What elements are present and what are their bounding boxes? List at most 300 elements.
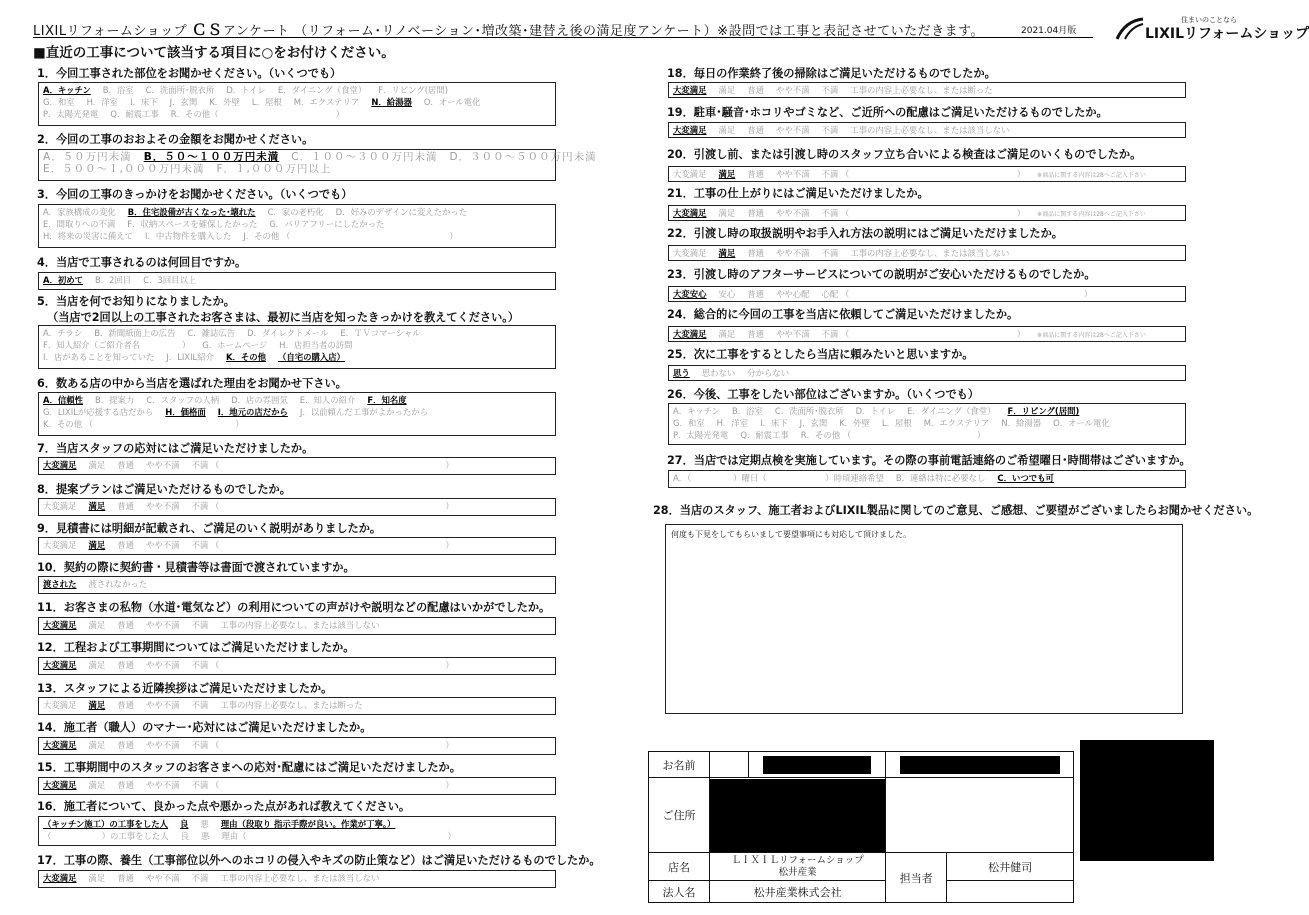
answer-option[interactable]: G．LIXILが応援する店だから bbox=[43, 407, 154, 417]
answer-option[interactable]: 不満 （ ） bbox=[821, 169, 1026, 179]
answer-options-box bbox=[38, 325, 556, 369]
q-left-16-label bbox=[37, 852, 601, 868]
answer-option[interactable]: J．LIXIL紹介 bbox=[166, 352, 214, 362]
question-text: 9．見積書には明細が記載され、ご満足のいく説明がありましたか。 bbox=[37, 522, 382, 535]
address-label: ご住所 bbox=[649, 778, 710, 853]
option-row bbox=[43, 206, 539, 218]
answer-option[interactable]: 工事の内容上必要なし、または該当しない bbox=[850, 248, 1010, 258]
question-text: 26．今後、工事をしたい部位はございますか。（いくつでも） bbox=[667, 388, 980, 401]
answer-options-box bbox=[668, 205, 1186, 221]
answer-option[interactable]: F．収納スペースを確保したかった bbox=[127, 219, 258, 229]
answer-option[interactable]: Q．耐震工事 bbox=[110, 109, 159, 119]
answer-option[interactable]: やや不満 bbox=[776, 169, 810, 179]
answer-option[interactable]: A．チラシ bbox=[43, 328, 83, 338]
instructions-heading: ■直近の工事について該当する項目に○をお付けください。 bbox=[33, 45, 395, 61]
q-left-15-label bbox=[37, 798, 410, 814]
selected-option[interactable]: 大変満足 bbox=[43, 460, 77, 470]
option-row bbox=[43, 418, 539, 430]
answer-option[interactable]: Q．耐震工事 bbox=[740, 430, 789, 440]
answer-option[interactable]: やや不満 bbox=[776, 125, 810, 135]
option-row bbox=[43, 739, 539, 751]
title-prefix: LIXILリフォームショップ bbox=[33, 24, 192, 39]
answer-option[interactable]: B．新聞紙面上の広告 bbox=[94, 328, 176, 338]
answer-option[interactable]: ※商品に関する内容は28へご記入下さい bbox=[1037, 211, 1146, 218]
answer-option[interactable]: C．3回目以上 bbox=[143, 275, 197, 285]
q-left-6-label bbox=[37, 440, 313, 456]
option-row bbox=[43, 872, 539, 884]
question-text: 8．提案プランはご満足いただけるものでしたか。 bbox=[37, 483, 291, 496]
answer-option[interactable]: やや不満 bbox=[776, 248, 810, 258]
answer-option[interactable]: A．５０万円未満 bbox=[43, 151, 132, 163]
answer-option[interactable]: 大変満足 bbox=[673, 248, 707, 258]
answer-option[interactable]: 普通 bbox=[747, 208, 764, 218]
question-text: 16．施工者について、良かった点や悪かった点があれば教えてください。 bbox=[37, 800, 411, 813]
answer-option[interactable]: やや不満 bbox=[776, 208, 810, 218]
question-text: 20．引渡し前、または引渡し時のスタッフ立ち合いによる検査はご満足のいくものでしたか。 bbox=[667, 148, 1142, 161]
answer-option[interactable]: 渡されなかった bbox=[88, 579, 148, 589]
answer-option[interactable]: F．知人紹介（ご紹介者名 ） bbox=[43, 340, 191, 350]
answer-option[interactable]: D．３００～５００万円未満 bbox=[449, 151, 597, 163]
q-left-1-label bbox=[37, 131, 313, 147]
option-row bbox=[43, 406, 539, 418]
comment-text: 何度も下見をしてもらいまして要望事項にも対応して頂けました。 bbox=[671, 530, 911, 539]
answer-option[interactable]: 満足 bbox=[718, 329, 736, 339]
answer-option[interactable]: 普通 bbox=[747, 289, 764, 299]
redacted-name-2 bbox=[900, 756, 1060, 774]
answer-option[interactable]: C．洗面所･脱衣所 bbox=[774, 406, 844, 416]
question-text: 10．契約の際に契約書・見積書等は書面で渡されていますか。 bbox=[37, 561, 355, 574]
question-text: 23．引渡し時のアフターサービスについての説明がご安心いただけるものでしたか。 bbox=[667, 268, 1096, 281]
answer-option[interactable]: やや不満 bbox=[146, 501, 180, 511]
option-row bbox=[673, 429, 1169, 441]
answer-option[interactable]: B．連絡は特に必要なし bbox=[895, 473, 986, 483]
redacted-address bbox=[710, 779, 885, 852]
store-name-line1: ＬＩＸＩＬリフォームショップ bbox=[731, 854, 864, 866]
answer-option[interactable]: 大変満足 bbox=[673, 169, 707, 179]
option-row bbox=[673, 367, 1169, 379]
answer-option[interactable]: 普通 bbox=[117, 501, 134, 511]
answer-options-box bbox=[38, 272, 556, 290]
option-row bbox=[43, 163, 539, 175]
answer-option[interactable]: A．（ ）曜日（ ）時頃連絡希望 bbox=[673, 473, 884, 483]
selected-option[interactable]: （キッチン施工）の工事をした人 bbox=[43, 819, 169, 829]
answer-option[interactable]: ※商品に関する内容は28へご記入下さい bbox=[1037, 332, 1146, 339]
answer-option[interactable]: E．５００～１,０００万円未満 bbox=[43, 163, 205, 175]
answer-option[interactable]: 不満 bbox=[821, 85, 839, 95]
answer-option[interactable]: 工事の内容上必要なし、または断った bbox=[220, 700, 363, 710]
answer-option[interactable]: C．洗面所･脱衣所 bbox=[145, 85, 215, 95]
answer-option[interactable]: N．給湯器 bbox=[1001, 418, 1042, 428]
answer-option[interactable]: 工事の内容上必要なし、または断った bbox=[850, 85, 993, 95]
q-right-5-label bbox=[667, 266, 1096, 282]
question-text: 12．工程および工事期間についてはご満足いただけましたか。 bbox=[37, 641, 355, 654]
answer-option[interactable]: 普通 bbox=[117, 780, 134, 790]
answer-option[interactable]: K．その他 （ ） bbox=[43, 419, 244, 429]
answer-option[interactable]: M．エクステリア bbox=[923, 418, 990, 428]
answer-option[interactable]: 普通 bbox=[117, 740, 134, 750]
answer-option[interactable]: M．エクステリア bbox=[293, 97, 360, 107]
answer-options-box bbox=[668, 122, 1186, 138]
selected-option[interactable]: 満足 bbox=[718, 169, 736, 179]
selected-option[interactable]: H．価格面 bbox=[165, 407, 206, 417]
selected-option[interactable]: A．初めて bbox=[43, 275, 83, 285]
option-row bbox=[43, 96, 539, 108]
answer-option[interactable]: 普通 bbox=[117, 700, 134, 710]
answer-option[interactable]: やや不満 bbox=[776, 85, 810, 95]
answer-option[interactable]: C．１００～３００万円未満 bbox=[291, 151, 438, 163]
selected-option[interactable]: 理由（段取り 指示手際が良い。作業が丁寧。） bbox=[220, 819, 396, 829]
q-right-1-label bbox=[667, 104, 1108, 120]
selected-option[interactable]: A．信頼性 bbox=[43, 395, 83, 405]
answer-option[interactable]: L．屋根 bbox=[881, 418, 912, 428]
answer-options-box bbox=[668, 286, 1186, 302]
answer-option[interactable]: 満足 bbox=[88, 460, 106, 470]
answer-option[interactable]: 良 bbox=[180, 831, 189, 841]
answer-option[interactable]: 満足 bbox=[88, 780, 106, 790]
answer-option[interactable]: O．オール電化 bbox=[423, 97, 481, 107]
answer-option[interactable]: 普通 bbox=[117, 873, 134, 883]
selected-option[interactable]: 大変満足 bbox=[43, 873, 77, 883]
answer-option[interactable]: 悪 bbox=[201, 831, 210, 841]
question-text: 15．工事期間中のスタッフのお客さまへの応対･配慮にはご満足いただけましたか。 bbox=[37, 761, 461, 774]
answer-option[interactable]: B．2回目 bbox=[94, 275, 132, 285]
answer-option[interactable]: G．ホームページ bbox=[202, 340, 268, 350]
answer-option[interactable]: 満足 bbox=[88, 620, 106, 630]
answer-option[interactable]: 普通 bbox=[117, 620, 134, 630]
selected-option[interactable]: 大変満足 bbox=[673, 125, 707, 135]
answer-option[interactable]: E．間取りへの不満 bbox=[43, 219, 116, 229]
selected-option[interactable]: 良 bbox=[180, 819, 189, 829]
title-rest: アンケート （リフォーム･リノベーション･増改築･建替え後の満足度アンケート）※設問では工事と表記させていただきます。 bbox=[222, 24, 985, 39]
option-row bbox=[673, 168, 1169, 180]
selected-option[interactable]: A．キッチン bbox=[43, 85, 91, 95]
option-row bbox=[43, 108, 539, 120]
option-row bbox=[43, 578, 539, 590]
answer-option[interactable]: C．雑誌広告 bbox=[187, 328, 236, 338]
answer-option[interactable]: G．和室 bbox=[43, 97, 75, 107]
comment-box[interactable] bbox=[665, 524, 1183, 714]
redacted-name bbox=[763, 756, 871, 774]
answer-options-box bbox=[38, 697, 556, 715]
answer-option[interactable]: 普通 bbox=[117, 660, 134, 670]
q-left-14-label bbox=[37, 759, 461, 775]
selected-option[interactable]: C．いつでも可 bbox=[997, 473, 1054, 483]
version-label: 2021.04月版 bbox=[1021, 26, 1077, 36]
answer-option[interactable]: 不満 （ ） bbox=[191, 780, 454, 790]
header bbox=[33, 16, 1309, 42]
answer-option[interactable]: 普通 bbox=[747, 329, 764, 339]
option-row bbox=[43, 539, 539, 551]
answer-option[interactable]: やや不満 bbox=[146, 780, 180, 790]
answer-option[interactable]: A．家族構成の変化 bbox=[43, 207, 116, 217]
answer-option[interactable]: H．将来の災害に備えて bbox=[43, 231, 134, 241]
question-text: 2．今回の工事のおおよその金額をお聞かせください。 bbox=[37, 133, 314, 146]
answer-option[interactable]: 普通 bbox=[747, 85, 764, 95]
answer-option[interactable]: D．トイレ bbox=[226, 85, 266, 95]
answer-option[interactable]: O．オール電化 bbox=[1053, 418, 1110, 428]
answer-option[interactable]: 普通 bbox=[747, 125, 764, 135]
answer-option[interactable]: H．洋室 bbox=[716, 418, 749, 428]
selected-option[interactable]: 大変満足 bbox=[43, 740, 77, 750]
answer-option[interactable]: 満足 bbox=[88, 873, 106, 883]
logo-text: LIXILリフォームショップ bbox=[1145, 26, 1309, 42]
option-row bbox=[43, 830, 539, 842]
selected-option[interactable]: 思う bbox=[673, 368, 690, 378]
answer-option[interactable]: R．その他（ ） bbox=[170, 109, 345, 119]
answer-options-box bbox=[38, 457, 556, 475]
selected-option[interactable]: 大変満足 bbox=[673, 329, 707, 339]
answer-option[interactable]: 理由（ ） bbox=[221, 831, 456, 841]
selected-option[interactable]: 満足 bbox=[88, 540, 106, 550]
q-left-8-label bbox=[37, 520, 381, 536]
option-row bbox=[673, 124, 1169, 136]
answer-option[interactable]: 大変満足 bbox=[43, 540, 77, 550]
answer-option[interactable]: H．洋室 bbox=[86, 97, 119, 107]
answer-option[interactable]: J．その他 （ ） bbox=[243, 231, 458, 241]
answer-options-box bbox=[38, 737, 556, 755]
question-text: 11．お客さまの私物（水道･電気など）の利用についての声がけや説明などの配慮はいかがでしたか。 bbox=[37, 601, 551, 614]
answer-option[interactable]: B．提案力 bbox=[94, 395, 135, 405]
selected-option[interactable]: K．その他 bbox=[225, 352, 266, 362]
answer-option[interactable]: D．店の雰囲気 bbox=[231, 395, 288, 405]
answer-option[interactable]: 満足 bbox=[88, 740, 106, 750]
answer-option[interactable]: 満足 bbox=[718, 125, 736, 135]
answer-option[interactable]: I．中古物件を購入した bbox=[145, 231, 232, 241]
answer-option[interactable]: （ ）の工事をした人 bbox=[43, 831, 169, 841]
corp-name: 松井産業株式会社 bbox=[710, 881, 886, 903]
selected-option[interactable]: F．リビング(居間) bbox=[1007, 406, 1080, 416]
answer-option[interactable]: やや不満 bbox=[146, 700, 180, 710]
answer-option[interactable]: I．床下 bbox=[130, 97, 158, 107]
option-row bbox=[43, 394, 539, 406]
q-left-10-label bbox=[37, 599, 550, 615]
header-rule bbox=[33, 37, 1093, 38]
answer-option[interactable]: J．以前頼んだ工事がよかったから bbox=[299, 407, 428, 417]
answer-options-box bbox=[38, 149, 597, 181]
selected-option[interactable]: I．地元の店だから bbox=[217, 407, 288, 417]
redacted-block bbox=[1080, 740, 1214, 861]
question-text: 5．当店を何でお知りになりましたか。 bbox=[37, 295, 235, 308]
q-right-3-label bbox=[667, 185, 929, 201]
answer-option[interactable]: 満足 bbox=[718, 208, 736, 218]
answer-options-box bbox=[38, 576, 556, 594]
selected-option[interactable]: 大変満足 bbox=[673, 208, 707, 218]
option-row bbox=[43, 218, 539, 230]
answer-option[interactable]: 不満 （ ） bbox=[191, 540, 454, 550]
answer-option[interactable]: B．浴室 bbox=[732, 406, 763, 416]
option-row bbox=[673, 328, 1169, 340]
answer-options-box bbox=[38, 617, 556, 635]
answer-option[interactable]: C．スタッフの人柄 bbox=[146, 395, 220, 405]
answer-option[interactable]: 工事の内容上必要なし、または該当しない bbox=[220, 620, 380, 630]
option-row bbox=[43, 230, 539, 242]
answer-option[interactable]: J．玄関 bbox=[799, 418, 828, 428]
answer-option[interactable]: 不満 （ ） bbox=[191, 660, 454, 670]
answer-options-box bbox=[38, 392, 556, 436]
logo-tagline: 住まいのことなら bbox=[1181, 16, 1237, 24]
answer-option[interactable]: H．店担当者の訪問 bbox=[279, 340, 353, 350]
q-right-4-label bbox=[667, 225, 1063, 241]
q-left-7-label bbox=[37, 481, 291, 497]
answer-option[interactable]: 満足 bbox=[718, 85, 736, 95]
q-left-4-label bbox=[37, 293, 519, 325]
answer-option[interactable]: E．ダイニング（食堂） bbox=[907, 406, 996, 416]
question-text: 21．工事の仕上がりにはご満足いただけましたか。 bbox=[667, 187, 929, 200]
answer-options-box bbox=[668, 245, 1186, 261]
option-row bbox=[43, 500, 539, 512]
answer-option[interactable]: 不満 （ ） bbox=[191, 740, 454, 750]
answer-option[interactable]: やや不満 bbox=[146, 620, 180, 630]
answer-option[interactable]: G．和室 bbox=[673, 418, 705, 428]
answer-option[interactable]: 普通 bbox=[747, 169, 764, 179]
answer-option[interactable]: R．その他 （ ） bbox=[800, 430, 986, 440]
store-label: 店名 bbox=[649, 853, 710, 881]
option-row bbox=[43, 274, 539, 286]
selected-option[interactable]: 満足 bbox=[718, 248, 736, 258]
selected-option[interactable]: 大変満足 bbox=[673, 85, 707, 95]
answer-option[interactable]: 普通 bbox=[117, 460, 134, 470]
q-left-11-label bbox=[37, 639, 354, 655]
answer-option[interactable]: やや不満 bbox=[146, 873, 180, 883]
option-row bbox=[673, 288, 1169, 300]
answer-option[interactable]: 不満 （ ） bbox=[821, 208, 1026, 218]
answer-option[interactable]: 不満 （ ） bbox=[191, 460, 454, 470]
answer-options-box bbox=[38, 816, 556, 846]
option-row bbox=[673, 417, 1169, 429]
answer-option[interactable]: やや不満 bbox=[146, 660, 180, 670]
answer-options-box bbox=[668, 82, 1186, 98]
answer-options-box bbox=[668, 326, 1186, 342]
option-row bbox=[673, 405, 1169, 417]
answer-option[interactable]: 大変満足 bbox=[43, 501, 77, 511]
answer-option[interactable]: K．外壁 bbox=[209, 97, 240, 107]
selected-option[interactable]: 大変満足 bbox=[43, 660, 77, 670]
answer-option[interactable]: B．浴室 bbox=[102, 85, 134, 95]
answer-options-box bbox=[38, 498, 556, 516]
answer-options-box bbox=[38, 82, 556, 126]
option-row bbox=[43, 818, 539, 830]
question-text: 19．駐車･騒音･ホコリやゴミなど、ご近所への配慮はご満足いただけるものでしたか。 bbox=[667, 106, 1108, 119]
answer-option[interactable]: 悪 bbox=[200, 819, 209, 829]
selected-option[interactable]: 大変満足 bbox=[43, 780, 77, 790]
option-row bbox=[673, 84, 1169, 96]
question-text: 7．当店スタッフの応対にはご満足いただけましたか。 bbox=[37, 442, 314, 455]
answer-option[interactable]: A．キッチン bbox=[673, 406, 721, 416]
selected-option[interactable]: 満足 bbox=[88, 700, 106, 710]
question-subtext: （当店で2回以上の工事されたお客さまは、最初に当店を知ったきっかけを教えてください。） bbox=[47, 311, 520, 324]
answer-option[interactable]: 分からない bbox=[747, 368, 790, 378]
option-row bbox=[43, 327, 539, 339]
answer-option[interactable]: L．屋根 bbox=[251, 97, 282, 107]
answer-option[interactable]: 思わない bbox=[701, 368, 736, 378]
answer-option[interactable]: 不満 bbox=[821, 125, 839, 135]
answer-option[interactable]: 不満 bbox=[191, 620, 209, 630]
answer-option[interactable]: 普通 bbox=[117, 540, 134, 550]
option-row bbox=[43, 459, 539, 471]
option-row bbox=[43, 619, 539, 631]
answer-option[interactable]: 不満 （ ） bbox=[821, 329, 1026, 339]
answer-option[interactable]: 満足 bbox=[88, 660, 106, 670]
answer-option[interactable]: 不満 bbox=[191, 873, 209, 883]
answer-option[interactable]: D．好みのデザインに変えたかった bbox=[335, 207, 468, 217]
selected-option[interactable]: 大変満足 bbox=[43, 620, 77, 630]
answer-option[interactable]: F．リビング(居間) bbox=[378, 85, 449, 95]
selected-option[interactable]: 満足 bbox=[88, 501, 106, 511]
answer-option[interactable]: 心配 （ ） bbox=[821, 289, 1093, 299]
answer-option[interactable]: C．家の老朽化 bbox=[267, 207, 324, 217]
answer-option[interactable]: P．太陽光発電 bbox=[673, 430, 729, 440]
q-right-2-label bbox=[667, 146, 1141, 162]
q-left-12-label bbox=[37, 680, 332, 696]
staff-name: 松井健司 bbox=[947, 853, 1074, 881]
answer-option[interactable]: 安心 bbox=[718, 289, 736, 299]
q-left-3-label bbox=[37, 254, 246, 270]
question-text: 22．引渡し時の取扱説明やお手入れ方法の説明にはご満足いただけましたか。 bbox=[667, 227, 1063, 240]
answer-option[interactable]: 普通 bbox=[747, 248, 764, 258]
answer-option[interactable]: やや不満 bbox=[146, 460, 180, 470]
answer-option[interactable]: ※商品に関する内容は28へご記入下さい bbox=[1037, 172, 1146, 179]
answer-option[interactable]: P．太陽光発電 bbox=[43, 109, 99, 119]
question-text: 4．当店で工事されるのは何回目ですか。 bbox=[37, 256, 247, 269]
answer-option[interactable]: I．店があることを知っていた bbox=[43, 352, 155, 362]
question-text: 14．施工者（職人）のマナー･応対にはご満足いただけましたか。 bbox=[37, 721, 372, 734]
q-left-13-label bbox=[37, 719, 371, 735]
answer-option[interactable]: 不満 bbox=[821, 248, 839, 258]
name-label: お名前 bbox=[649, 752, 710, 778]
answer-option[interactable]: K．外壁 bbox=[839, 418, 870, 428]
answer-option[interactable]: 工事の内容上必要なし、または該当しない bbox=[220, 873, 380, 883]
answer-options-box bbox=[38, 777, 556, 795]
answer-option[interactable]: やや不満 bbox=[146, 540, 180, 550]
selected-option[interactable]: F．知名度 bbox=[367, 395, 407, 405]
q-right-9-label bbox=[667, 452, 1191, 468]
selected-option[interactable]: N．給湯器 bbox=[371, 97, 412, 107]
answer-option[interactable]: 大変満足 bbox=[43, 700, 77, 710]
question-text: 18．毎日の作業終了後の掃除はご満足いただけるものでしたか。 bbox=[667, 67, 996, 80]
answer-option[interactable]: 不満 （ ） bbox=[191, 501, 454, 511]
q-right-6-label bbox=[667, 306, 1018, 322]
answer-option[interactable]: F．１,０００万円以上 bbox=[216, 163, 332, 175]
selected-option[interactable]: （自宅の購入店） bbox=[277, 352, 345, 362]
selected-option[interactable]: 大変安心 bbox=[673, 289, 707, 299]
answer-option[interactable]: やや心配 bbox=[776, 289, 810, 299]
answer-option[interactable]: G．バリアフリーにしたかった bbox=[269, 219, 385, 229]
selected-option[interactable]: B．住宅設備が古くなった･壊れた bbox=[127, 207, 256, 217]
answer-option[interactable]: J．玄関 bbox=[169, 97, 198, 107]
logo-swoosh-icon bbox=[1115, 17, 1145, 41]
answer-option[interactable]: E．ＴＶコマーシャル bbox=[340, 328, 421, 338]
answer-option[interactable]: E．知人の紹介 bbox=[299, 395, 356, 405]
question-text: 3．今回の工事のきっかけをお聞かせください。（いくつでも） bbox=[37, 188, 353, 201]
selected-option[interactable]: 渡された bbox=[43, 579, 77, 589]
option-row bbox=[673, 247, 1169, 259]
selected-option[interactable]: B．５０～１００万円未満 bbox=[143, 151, 280, 163]
answer-option[interactable]: E．ダイニング（食堂） bbox=[277, 85, 367, 95]
answer-option[interactable]: D．トイレ bbox=[855, 406, 896, 416]
answer-option[interactable]: I．床下 bbox=[760, 418, 788, 428]
store-name-line2: 松井産業 bbox=[778, 866, 817, 878]
staff-label: 担当者 bbox=[886, 853, 947, 903]
q-left-0-label bbox=[37, 65, 341, 81]
answer-option[interactable]: やや不満 bbox=[776, 329, 810, 339]
question-text: 13．スタッフによる近隣挨拶はご満足いただけましたか。 bbox=[37, 682, 333, 695]
answer-option[interactable]: 工事の内容上必要なし、または該当しない bbox=[850, 125, 1010, 135]
answer-option[interactable]: D．ダイレクトメール bbox=[247, 328, 329, 338]
answer-option[interactable]: 不満 bbox=[191, 700, 209, 710]
title-cs: ＣＳ bbox=[191, 21, 223, 39]
answer-option[interactable]: やや不満 bbox=[146, 740, 180, 750]
q-left-9-label bbox=[37, 559, 355, 575]
